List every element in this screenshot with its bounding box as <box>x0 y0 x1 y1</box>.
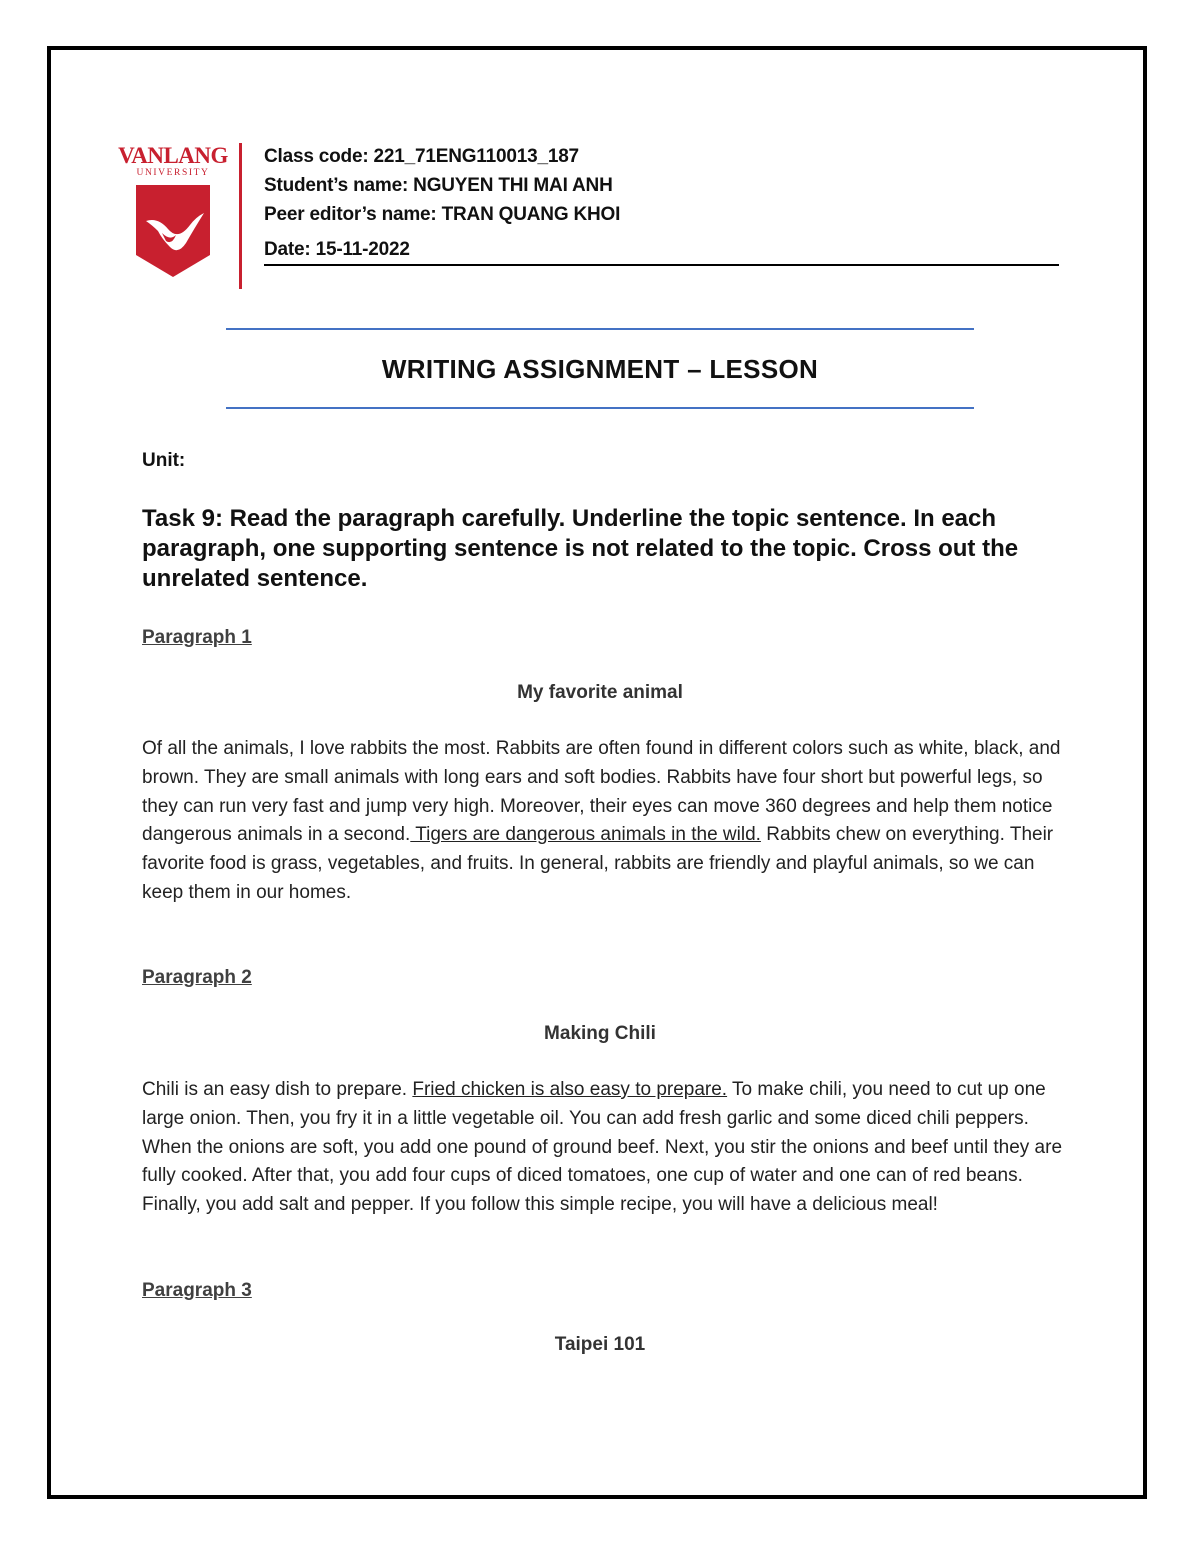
paragraph-1-body <box>142 735 1062 908</box>
paragraph-3-label: Paragraph 3 <box>142 1280 252 1301</box>
student-name: Student’s name: NGUYEN THI MAI ANH <box>264 175 613 196</box>
task-instructions: Task 9: Read the paragraph carefully. Underline the topic sentence. In each paragraph, one supporting sentence is not related to the topic. Cross out the unrelated sentence. <box>142 505 1019 592</box>
peer-editor-name: Peer editor’s name: TRAN QUANG KHOI <box>264 204 621 225</box>
paragraph-3-title: Taipei 101 <box>554 1334 646 1355</box>
logo-divider <box>239 143 242 289</box>
header-info <box>264 142 1064 264</box>
paragraph-1-title: My favorite animal <box>517 682 683 703</box>
paragraph-1-text-before: Of all the animals, I love rabbits the most. Rabbits are often found in different colors such as white, black, and brown. They are small animals with long ears and soft bodies. Rabbits have four short but powerful legs, so they can run very fast and jump very high. Moreover, their eyes can move 360 degrees and help them notice dangerous animals in a second. <box>142 738 1061 846</box>
date: Date: 15-11-2022 <box>264 239 410 260</box>
paragraph-2-label: Paragraph 2 <box>142 967 252 988</box>
unit-label: Unit: <box>142 450 186 471</box>
vanlang-shield-icon <box>132 183 214 279</box>
paragraph-1-label: Paragraph 1 <box>142 627 252 648</box>
title-bottom-rule <box>226 407 974 409</box>
paragraph-2-text-before: Chili is an easy dish to prepare. <box>142 1079 413 1100</box>
paragraph-2-title: Making Chili <box>544 1023 656 1044</box>
logo-wordmark: VANLANG <box>118 143 228 168</box>
page-title: WRITING ASSIGNMENT – LESSON <box>381 354 819 384</box>
logo-subtitle: UNIVERSITY <box>136 168 210 178</box>
paragraph-2-text-after: To make chili, you need to cut up one large onion. Then, you fry it in a little vegetable oil. You can add fresh garlic and some diced chili peppers. When the onions are soft, you add one pound of ground beef. Next, you stir the onions and beef until they are fully cooked. After that, you add four cups of diced tomatoes, one cup of water and one can of red beans. Finally, you add salt and pepper. If you follow this simple recipe, you will have a delicious meal! <box>142 1079 1063 1216</box>
paragraph-1-underlined-sentence: Tigers are dangerous animals in the wild. <box>410 824 761 846</box>
title-top-rule <box>226 328 974 330</box>
class-code: Class code: 221_71ENG110013_187 <box>264 146 579 167</box>
paragraph-2-underlined-sentence: Fried chicken is also easy to prepare. <box>412 1079 728 1100</box>
paragraph-2-body <box>142 1076 1062 1220</box>
paragraph-1-text-after: Rabbits chew on everything. Their favorite food is grass, vegetables, and fruits. In general, rabbits are friendly and playful animals, so we can keep them in our homes. <box>142 824 1054 903</box>
university-logo <box>112 143 234 283</box>
header-divider <box>264 264 1059 266</box>
